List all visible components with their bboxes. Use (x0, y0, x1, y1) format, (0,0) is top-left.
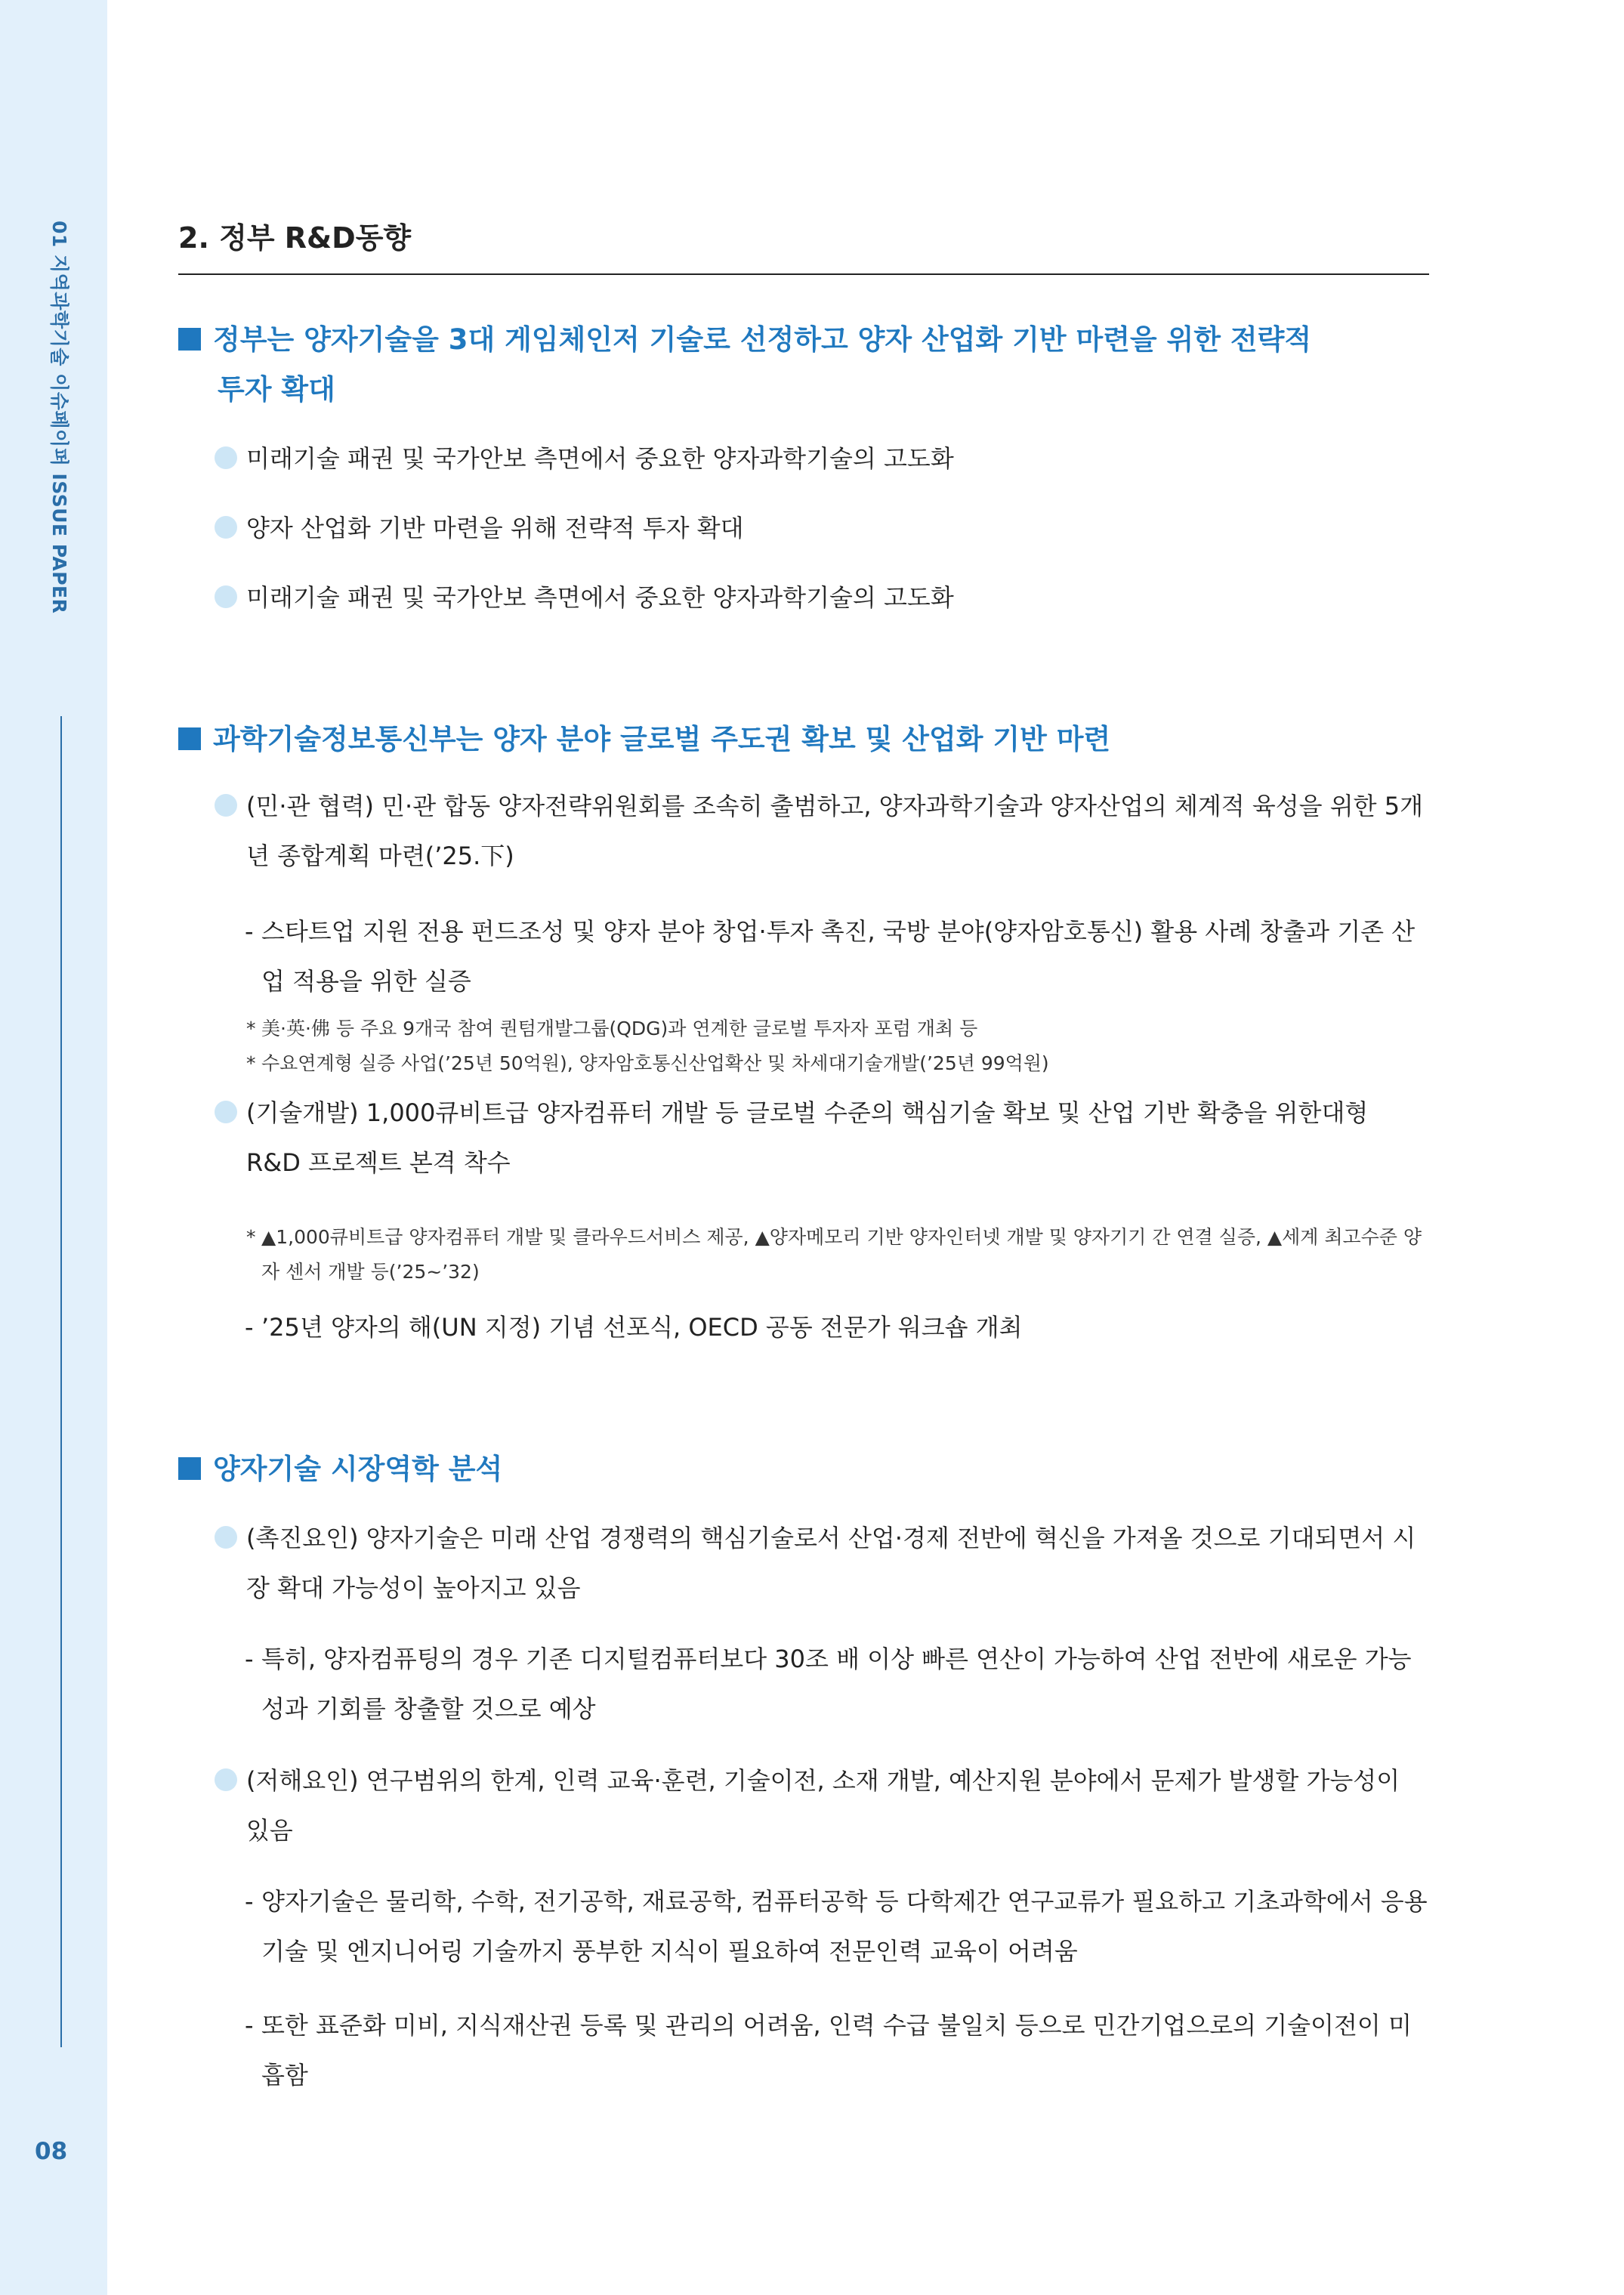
section-heading: 2. 정부 R&D동향 (178, 221, 412, 255)
side-divider (60, 716, 62, 2047)
block-title-3: 양자기술 시장역학 분석 (178, 1444, 1429, 1494)
circle-bullet-icon (215, 585, 237, 608)
square-bullet-icon (178, 727, 201, 750)
square-bullet-icon (178, 328, 201, 351)
block-title-2: 과학기술정보통신부는 양자 분야 글로벌 주도권 확보 및 산업화 기반 마련 (178, 715, 1429, 764)
list-item: (저해요인) 연구범위의 한계, 인력 교육·훈련, 기술이전, 소재 개발, 예산지원 분야에서 문제가 발생할 가능성이 있음 (215, 1756, 1429, 1855)
footnote: * ▲1,000큐비트급 양자컴퓨터 개발 및 클라우드서비스 제공, ▲양자메모리 기반 양자인터넷 개발 및 양자기기 간 연결 실증, ▲세계 최고수준 양자 센서 개발 등(’25~’32) (246, 1226, 1422, 1283)
list-item: (촉진요인) 양자기술은 미래 산업 경쟁력의 핵심기술로서 산업·경제 전반에 혁신을 가져올 것으로 기대되면서 시장 확대 가능성이 높아지고 있음 (215, 1513, 1429, 1613)
circle-bullet-icon (215, 446, 237, 469)
sub-item: - 스타트업 지원 전용 펀드조성 및 양자 분야 창업·투자 촉진, 국방 분야(양자암호통신) 활용 사례 창출과 기존 산업 적용을 위한 실증 (245, 917, 1416, 996)
list-item: 미래기술 패권 및 국가안보 측면에서 중요한 양자과학기술의 고도화 (215, 434, 1429, 483)
circle-bullet-icon (215, 516, 237, 539)
sub-item: - 또한 표준화 미비, 지식재산권 등록 및 관리의 어려움, 인력 수급 불일치 등으로 민간기업으로의 기술이전이 미흡함 (245, 2011, 1412, 2090)
circle-bullet-icon (215, 1101, 237, 1123)
circle-bullet-icon (215, 1768, 237, 1791)
list-item: (기술개발) 1,000큐비트급 양자컴퓨터 개발 등 글로벌 수준의 핵심기술 확보 및 산업 기반 확충을 위한대형 R&D 프로젝트 본격 착수 (215, 1088, 1429, 1188)
list-item: (민·관 협력) 민·관 합동 양자전략위원회를 조속히 출범하고, 양자과학기술과 양자산업의 체계적 육성을 위한 5개년 종합계획 마련(’25.下) (215, 781, 1429, 881)
square-bullet-icon (178, 1457, 201, 1480)
footnote: * 수요연계형 실증 사업(’25년 50억원), 양자암호통신산업확산 및 차세대기술개발(’25년 99억원) (246, 1052, 1049, 1074)
list-item: 양자 산업화 기반 마련을 위해 전략적 투자 확대 (215, 503, 1429, 553)
sub-item: - ’25년 양자의 해(UN 지정) 기념 선포식, OECD 공동 전문가 워크숍 개최 (245, 1313, 1023, 1342)
page-number: 08 (35, 2138, 68, 2165)
circle-bullet-icon (215, 794, 237, 817)
section-rule (178, 273, 1429, 275)
sub-item: - 양자기술은 물리학, 수학, 전기공학, 재료공학, 컴퓨터공학 등 다학제간 연구교류가 필요하고 기초과학에서 응용기술 및 엔지니어링 기술까지 풍부한 지식이 필요하여 전문인력 교육이 어려움 (245, 1887, 1428, 1966)
footnote: * 美·英·佛 등 주요 9개국 참여 퀀텀개발그룹(QDG)과 연계한 글로벌 투자자 포럼 개최 등 (246, 1018, 978, 1039)
list-item: 미래기술 패권 및 국가안보 측면에서 중요한 양자과학기술의 고도화 (215, 573, 1429, 622)
side-running-title: 01 지역과학기술 이슈페이퍼 ISSUE PAPER (48, 221, 70, 614)
circle-bullet-icon (215, 1526, 237, 1549)
block-title-1: 정부는 양자기술을 3대 게임체인저 기술로 선정하고 양자 산업화 기반 마련을 위한 전략적 투자 확대 (178, 315, 1429, 415)
sub-item: - 특히, 양자컴퓨팅의 경우 기존 디지털컴퓨터보다 30조 배 이상 빠른 연산이 가능하여 산업 전반에 새로운 가능성과 기회를 창출할 것으로 예상 (245, 1645, 1412, 1723)
